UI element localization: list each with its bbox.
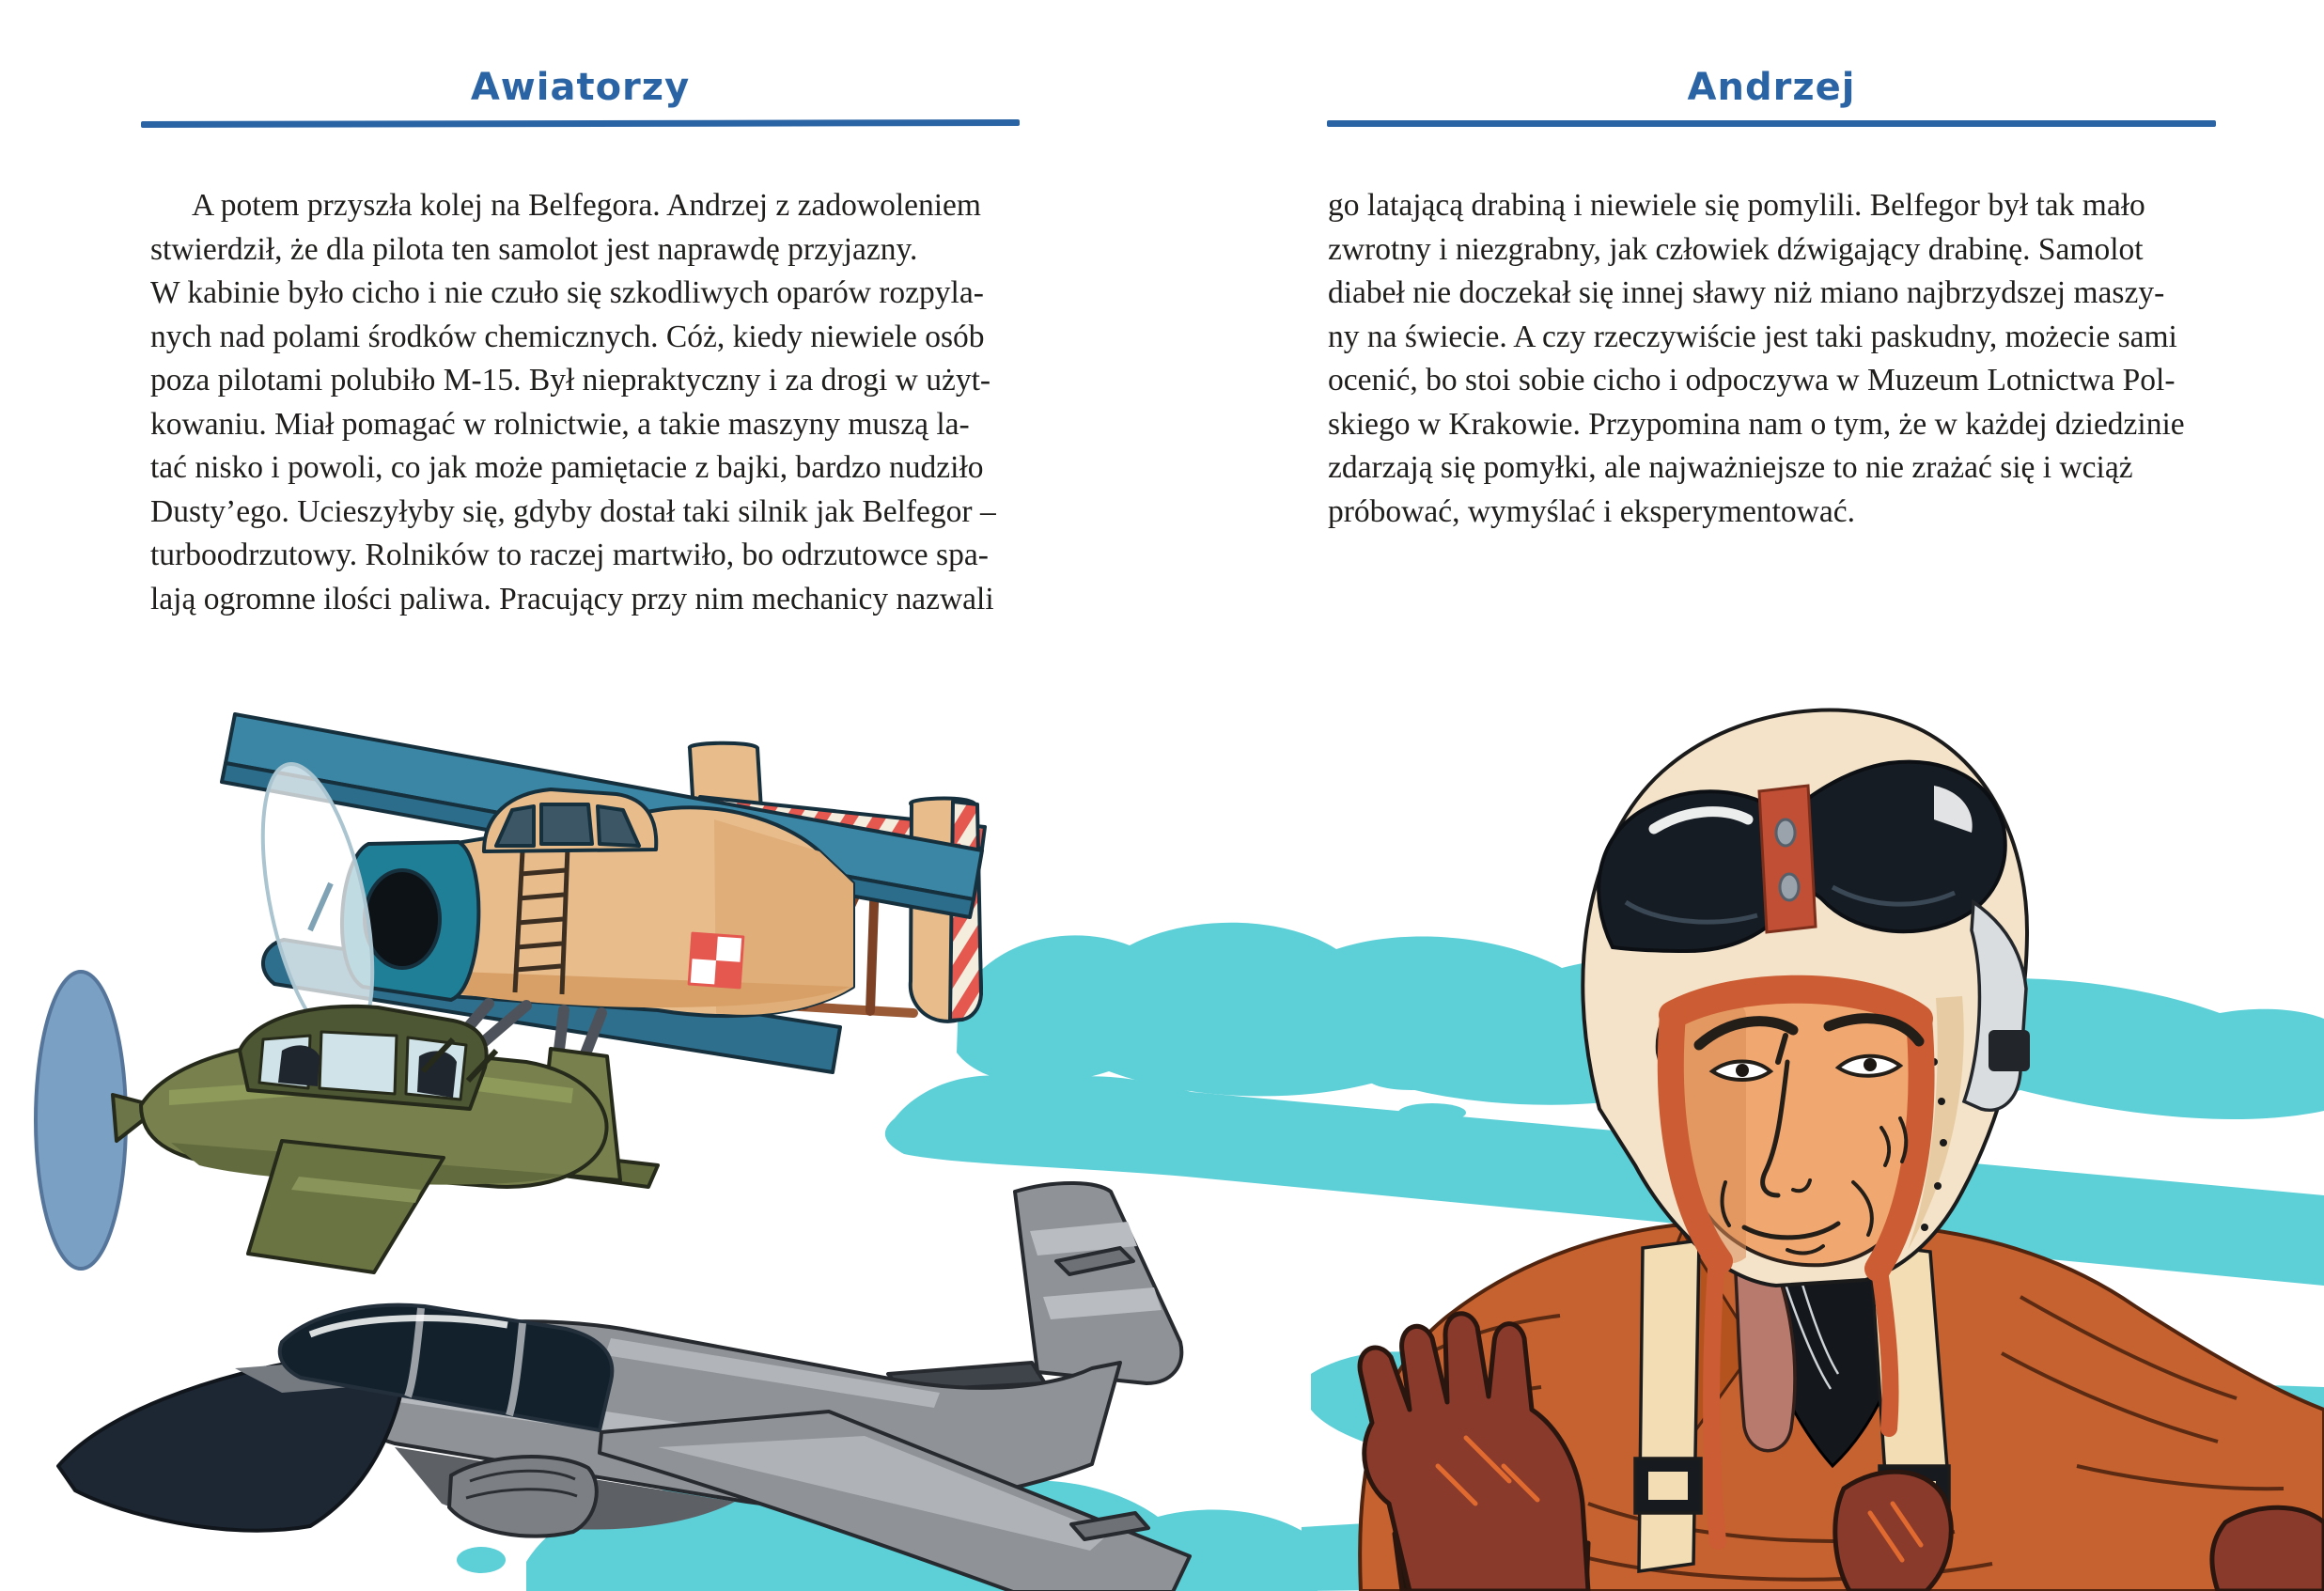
text-line: zwrotny i niezgrabny, jak człowiek dźwigający drabinę. Samolot (1328, 231, 2144, 267)
text-line: stwierdził, że dla pilota ten samolot jest naprawdę przyjazny. (150, 231, 918, 267)
glove (1835, 1472, 1951, 1591)
text-line: skiego w Krakowie. Przypomina nam o tym, że w każdej dziedzinie (1328, 406, 2185, 442)
text-line: ny na świecie. A czy rzeczywiście jest taki paskudny, możecie sami (1328, 319, 2177, 354)
text-line: turboodrzutowy. Rolników to raczej martwiło, bo odrzutowce spa- (150, 538, 989, 572)
right-page-title: Andrzej (1687, 66, 1856, 109)
glove (2212, 1507, 2324, 1591)
left-page-title: Awiatorzy (470, 66, 691, 109)
text-line: W kabinie było cicho i nie czuło się szkodliwych oparów rozpyla- (150, 275, 984, 310)
propeller-icon (36, 972, 126, 1269)
text-line: A potem przyszła kolej na Belfegora. Andrzej z zadowoleniem (192, 188, 981, 223)
text-line: próbować, wymyślać i eksperymentować. (1328, 493, 1855, 529)
right-page-paragraph (1328, 184, 2221, 534)
text-line: Dusty’ego. Ucieszyłyby się, gdyby dostał taki silnik jak Belfegor – (150, 493, 996, 529)
text-line: zdarzają się pomyłki, ale najważniejsze to nie zrażać się i wciąż (1328, 450, 2133, 485)
checkerboard-insignia (689, 933, 743, 988)
left-page-paragraph (150, 184, 1041, 621)
text-line: lają ogromne ilości paliwa. Pracujący przy nim mechanicy nazwali (150, 581, 994, 616)
text-line: diabeł nie doczekał się innej sławy niż miano najbrzydszej maszy- (1328, 275, 2165, 310)
text-line: poza pilotami polubiło M-15. Był niepraktyczny i za drogi w użyt- (150, 363, 991, 398)
text-line: tać nisko i powoli, co jak może pamiętacie z bajki, bardzo nudziło (150, 450, 984, 485)
text-line: go latającą drabiną i niewiele się pomylili. Belfegor był tak mało (1328, 188, 2145, 223)
text-line: nych nad polami środków chemicznych. Cóż, kiedy niewiele osób (150, 319, 985, 354)
text-line: ocenić, bo stoi sobie cicho i odpoczywa w Muzeum Lotnictwa Pol- (1328, 363, 2176, 398)
text-line: kowaniu. Miał pomagać w rolnictwie, a takie maszyny muszą la- (150, 406, 970, 442)
